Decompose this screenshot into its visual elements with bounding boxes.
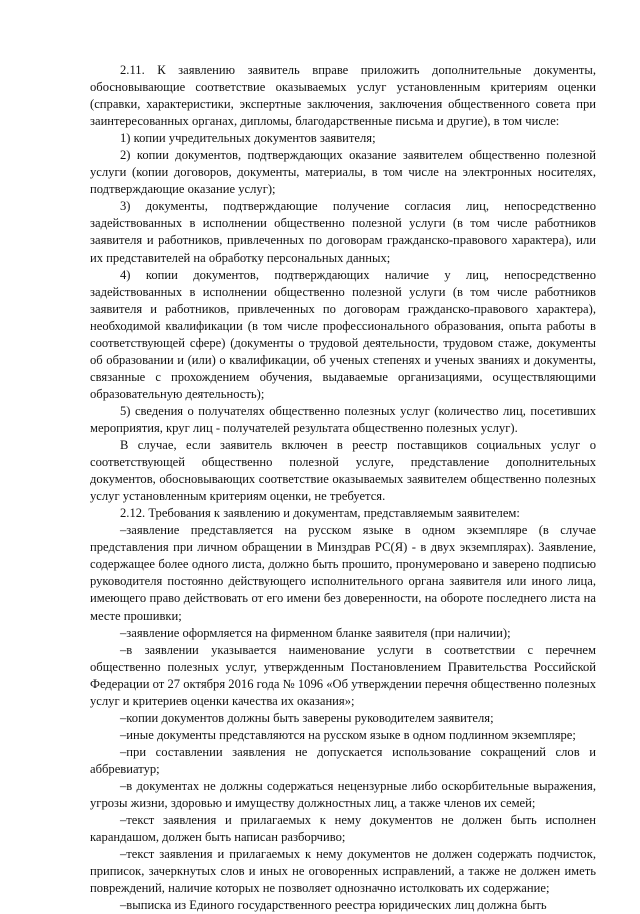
requirement-item: –текст заявления и прилагаемых к нему документов не должен содержать подчисток, приписок, зачеркнутых слов и иных не оговоренных исправлений, а также не должен иметь повреждений, наличие которых не позволяет однозначно истолковать их содержание; — [90, 847, 596, 896]
requirement-item: –текст заявления и прилагаемых к нему документов не должен быть исполнен карандашом, должен быть написан разборчиво; — [90, 813, 596, 845]
requirement-item: –при составлении заявления не допускается использование сокращений слов и аббревиатур; — [90, 744, 596, 776]
paragraph-2-11: 2.11. К заявлению заявитель вправе приложить дополнительные документы, обосновывающие соответствие оказываемых услуг установленным критериям оценки (справки, характеристики, экспертные заключения, заключения общественного совета при заинтересованных органах, дипломы, благодарственные письма и другие), в том числе: — [90, 63, 596, 129]
list-item-5: 5) сведения о получателях общественно полезных услуг (количество лиц, посетивших мероприятия, круг лиц - получателей результата общественно полезных услуг). — [90, 403, 596, 435]
requirement-item: –в заявлении указывается наименование услуги в соответствии с перечнем общественно полезных услуг, утвержденным Постановлением Правительства Российской Федерации от 27 октября 2016 года № 1096 «Об утверждении перечня общественно полезных услуг и критериев оценки качества их оказания»; — [90, 642, 596, 708]
list-item-2: 2) копии документов, подтверждающих оказание заявителем общественно полезной услуги (копии договоров, документы, материалы, в том числе на электронных носителях, подтверждающие оказание услуг); — [90, 148, 596, 197]
list-item-1: 1) копии учредительных документов заявителя; — [120, 131, 376, 146]
requirement-item: –копии документов должны быть заверены руководителем заявителя; — [120, 710, 494, 725]
requirement-item: –в документах не должны содержаться нецензурные либо оскорбительные выражения, угрозы жизни, здоровью и имуществу должностных лиц, а также членов их семей; — [90, 778, 596, 811]
requirement-item: –заявление представляется на русском языке в одном экземпляре (в случае представления при личном обращении в Минздрав РС(Я) - в двух экземплярах). Заявление, содержащее более одного листа, должно быть прошито, пронумеровано и заверено подписью руководителя постоянно действующего исполнительного органа заявителя или иного лица, имеющего право действовать от его имени без доверенности, на обороте последнего листа на месте прошивки; — [90, 523, 596, 623]
requirement-item: –иные документы представляются на русском языке в одном подлинном экземпляре; — [120, 727, 576, 742]
list-item-4: 4) копии документов, подтверждающих наличие у лиц, непосредственно задействованных в исполнении общественно полезной услуги (в том числе работников заявителя и работников, привлеченных по договорам гражданско-правового характера), необходимой квалификации (в том числе профессионального образования, опыта работы в соответствующей сфере) (документы о трудовой деятельности, трудовом стаже, документы об образовании и (или) о квалификации, об ученых степенях и ученых званиях и документы, связанные с прохождением обучения, выдаваемые организациями, осуществляющими образовательную деятельность); — [90, 267, 596, 401]
list-item-3: 3) документы, подтверждающие получение согласия лиц, непосредственно задействованных в исполнении общественно полезной услуги (в том числе работников заявителя и работников, привлеченных по договорам гражданско-правового характера), или их представителей на обработку персональных данных; — [90, 199, 596, 265]
requirement-item: –заявление оформляется на фирменном бланке заявителя (при наличии); — [120, 625, 511, 640]
requirement-item: –выписка из Единого государственного реестра юридических лиц должна быть — [120, 898, 547, 913]
registry-exemption-paragraph: В случае, если заявитель включен в реестр поставщиков социальных услуг о соответствующей общественно полезной услуге, представление дополнительных документов, обосновывающих соответствие оказываемых заявителем общественно полезных услуг установленным критериям оценки, не требуется. — [90, 438, 596, 504]
paragraph-2-12: 2.12. Требования к заявлению и документам, представляемым заявителем: — [120, 506, 520, 521]
